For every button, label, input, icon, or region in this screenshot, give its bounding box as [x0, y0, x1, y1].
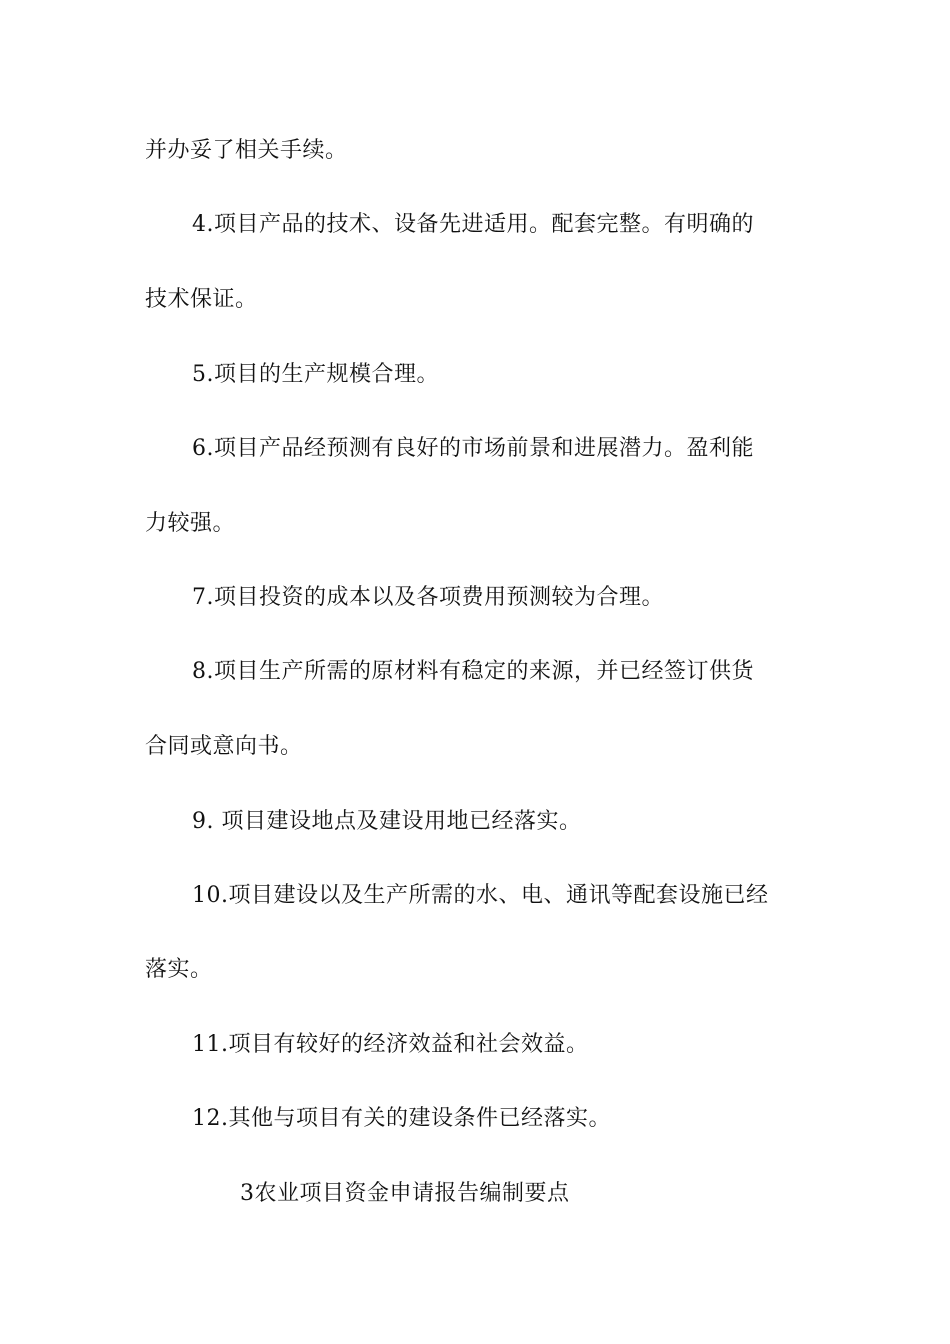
text-line: 合同或意向书。 [145, 734, 303, 759]
text-line: 力较强。 [145, 511, 236, 536]
text-line: 12.其他与项目有关的建设条件已经落实。 [192, 1106, 611, 1131]
text-line: 11.项目有较好的经济效益和社会效益。 [192, 1032, 589, 1057]
text-line: 10.项目建设以及生产所需的水、电、通讯等配套设施已经 [192, 883, 769, 908]
section-heading: 3农业项目资金申请报告编制要点 [240, 1181, 570, 1206]
text-line: 技术保证。 [145, 287, 258, 312]
text-line: 8.项目生产所需的原材料有稳定的来源，并已经签订供货 [192, 659, 754, 684]
text-line: 5.项目的生产规模合理。 [192, 362, 439, 387]
text-line: 并办妥了相关手续。 [145, 138, 348, 163]
text-line: 落实。 [145, 957, 213, 982]
text-line: 6.项目产品经预测有良好的市场前景和进展潜力。盈利能 [192, 436, 754, 461]
text-line: 4.项目产品的技术、设备先进适用。配套完整。有明确的 [192, 212, 754, 237]
text-line: 7.项目投资的成本以及各项费用预测较为合理。 [192, 585, 664, 610]
text-line: 9. 项目建设地点及建设用地已经落实。 [192, 809, 582, 834]
